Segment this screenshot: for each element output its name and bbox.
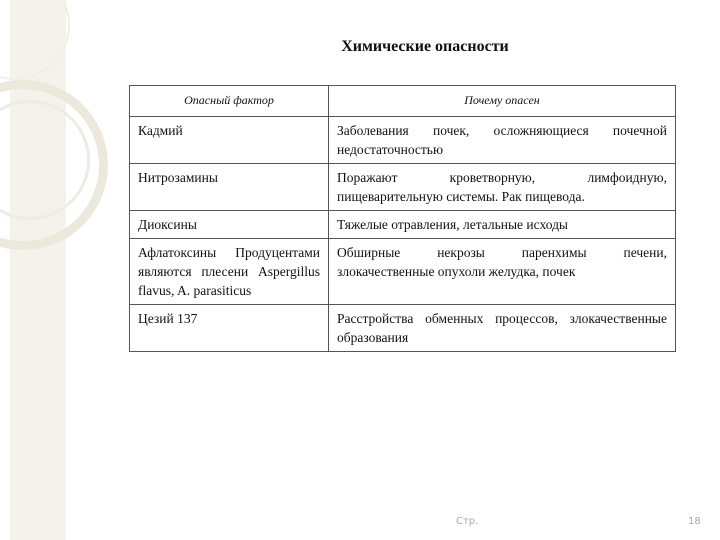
factor-cell: Афлатоксины Продуцентами являются плесени Aspergillus flavus, A. parasiticus — [130, 239, 329, 305]
footer-page-label: Стр. — [456, 516, 479, 527]
reason-cell: Поражают кроветворную, лимфоидную, пищеварительную системы. Рак пищевода. — [329, 164, 676, 211]
table-row — [130, 211, 676, 239]
hazards-table — [129, 85, 676, 352]
factor-cell: Цезий 137 — [130, 305, 329, 352]
reason-cell: Тяжелые отравления, летальные исходы — [329, 211, 676, 239]
slide-title: Химические опасности — [341, 38, 509, 55]
factor-cell: Кадмий — [130, 117, 329, 164]
reason-cell: Заболевания почек, осложняющиеся почечной недостаточностью — [329, 117, 676, 164]
factor-cell: Диоксины — [130, 211, 329, 239]
table-row — [130, 239, 676, 305]
table-row — [130, 164, 676, 211]
reason-cell: Обширные некрозы паренхимы печени, злокачественные опухоли желудка, почек — [329, 239, 676, 305]
table-row — [130, 305, 676, 352]
table-header-row — [130, 86, 676, 117]
table-row — [130, 117, 676, 164]
reason-cell: Расстройства обменных процессов, злокачественные образования — [329, 305, 676, 352]
page-number: 18 — [688, 516, 701, 527]
column-header-reason: Почему опасен — [329, 86, 676, 117]
factor-cell: Нитрозамины — [130, 164, 329, 211]
column-header-factor: Опасный фактор — [130, 86, 329, 117]
